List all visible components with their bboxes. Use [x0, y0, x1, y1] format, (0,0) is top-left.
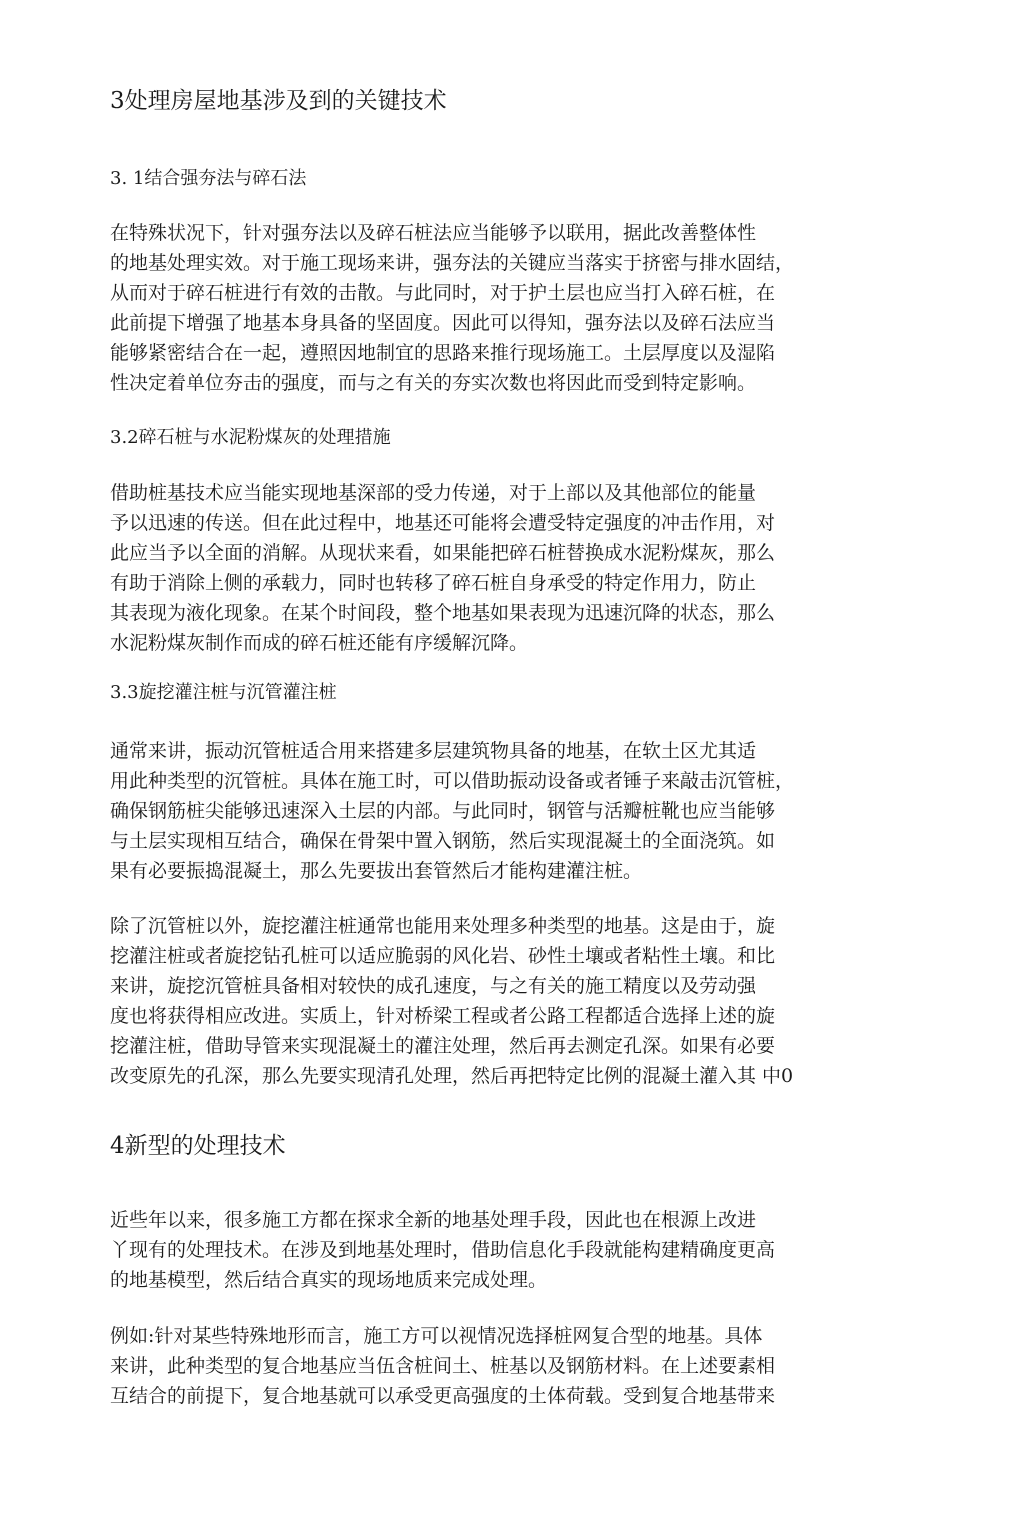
text-line: 的地基模型，然后结合真实的现场地质来完成处理。 [110, 1269, 548, 1291]
paragraph [110, 218, 900, 398]
paragraph [110, 736, 900, 886]
text-line: 挖灌注桩，借助导管来实现混凝土的灌注处理，然后再去测定孔深。如果有必要 [110, 1035, 776, 1057]
paragraph [110, 1321, 900, 1411]
text-line: 予以迅速的传送。但在此过程中，地基还可能将会遭受特定强度的冲击作用，对 [110, 512, 776, 534]
text-line: 的地基处理实效。对于施工现场来讲，强夯法的关键应当落实于挤密与排水固结， [110, 252, 795, 274]
text-line: 挖灌注桩或者旋挖钻孔桩可以适应脆弱的风化岩、砂性土壤或者粘性土壤。和比 [110, 945, 776, 967]
text-line: 此前提下增强了地基本身具备的坚固度。因此可以得知，强夯法以及碎石法应当 [110, 312, 776, 334]
paragraph [110, 911, 900, 1091]
text-line: 借助桩基技术应当能实现地基深部的受力传递，对于上部以及其他部位的能量 [110, 482, 757, 504]
text-line: 改变原先的孔深，那么先要实现清孔处理，然后再把特定比例的混凝土灌入其 中0 [110, 1065, 794, 1087]
text-line: 有助于消除上侧的承载力，同时也转移了碎石桩自身承受的特定作用力，防止 [110, 572, 757, 594]
text-line: 例如:针对某些特殊地形而言，施工方可以视情况选择桩网复合型的地基。具体 [110, 1325, 763, 1347]
text-line: 丫现有的处理技术。在涉及到地基处理时，借助信息化手段就能构建精确度更高 [110, 1239, 776, 1261]
text-line: 此应当予以全面的消解。从现状来看，如果能把碎石桩替换成水泥粉煤灰，那么 [110, 542, 776, 564]
section-heading: 4新型的处理技术 [110, 1133, 286, 1159]
text-line: 近些年以来，很多施工方都在探求全新的地基处理手段，因此也在根源上改进 [110, 1209, 757, 1231]
text-line: 来讲，旋挖沉管桩具备相对较快的成孔速度，与之有关的施工精度以及劳动强 [110, 975, 757, 997]
text-line: 从而对于碎石桩进行有效的击散。与此同时，对于护土层也应当打入碎石桩，在 [110, 282, 776, 304]
subsection-heading: 3.3旋挖灌注桩与沉管灌注桩 [110, 682, 337, 703]
subsection-heading: 3. 1结合强夯法与碎石法 [110, 168, 307, 189]
subsection-heading: 3.2碎石桩与水泥粉煤灰的处理措施 [110, 427, 391, 448]
text-line: 水泥粉煤灰制作而成的碎石桩还能有序缓解沉降。 [110, 632, 529, 654]
text-line: 度也将获得相应改进。实质上，针对桥梁工程或者公路工程都适合选择上述的旋 [110, 1005, 776, 1027]
text-line: 除了沉管桩以外，旋挖灌注桩通常也能用来处理多种类型的地基。这是由于，旋 [110, 915, 776, 937]
text-line: 通常来讲，振动沉管桩适合用来搭建多层建筑物具备的地基，在软土区尤其适 [110, 740, 757, 762]
text-line: 其表现为液化现象。在某个时间段，整个地基如果表现为迅速沉降的状态，那么 [110, 602, 776, 624]
text-line: 用此种类型的沉管桩。具体在施工时，可以借助振动设备或者锤子来敲击沉管桩， [110, 770, 795, 792]
section-heading: 3处理房屋地基涉及到的关键技术 [110, 88, 447, 114]
text-line: 互结合的前提下，复合地基就可以承受更高强度的土体荷载。受到复合地基带来 [110, 1385, 776, 1407]
text-line: 在特殊状况下，针对强夯法以及碎石桩法应当能够予以联用，据此改善整体性 [110, 222, 757, 244]
text-line: 性决定着单位夯击的强度，而与之有关的夯实次数也将因此而受到特定影响。 [110, 372, 757, 394]
paragraph [110, 1205, 900, 1295]
paragraph [110, 478, 900, 658]
text-line: 来讲，此种类型的复合地基应当伍含桩间土、桩基以及钢筋材料。在上述要素相 [110, 1355, 776, 1377]
text-line: 与土层实现相互结合，确保在骨架中置入钢筋，然后实现混凝土的全面浇筑。如 [110, 830, 776, 852]
text-line: 能够紧密结合在一起，遵照因地制宜的思路来推行现场施工。土层厚度以及湿陷 [110, 342, 776, 364]
text-line: 确保钢筋桩尖能够迅速深入土层的内部。与此同时，钢管与活瓣桩靴也应当能够 [110, 800, 776, 822]
text-line: 果有必要振捣混凝土，那么先要拔出套管然后才能构建灌注桩。 [110, 860, 643, 882]
